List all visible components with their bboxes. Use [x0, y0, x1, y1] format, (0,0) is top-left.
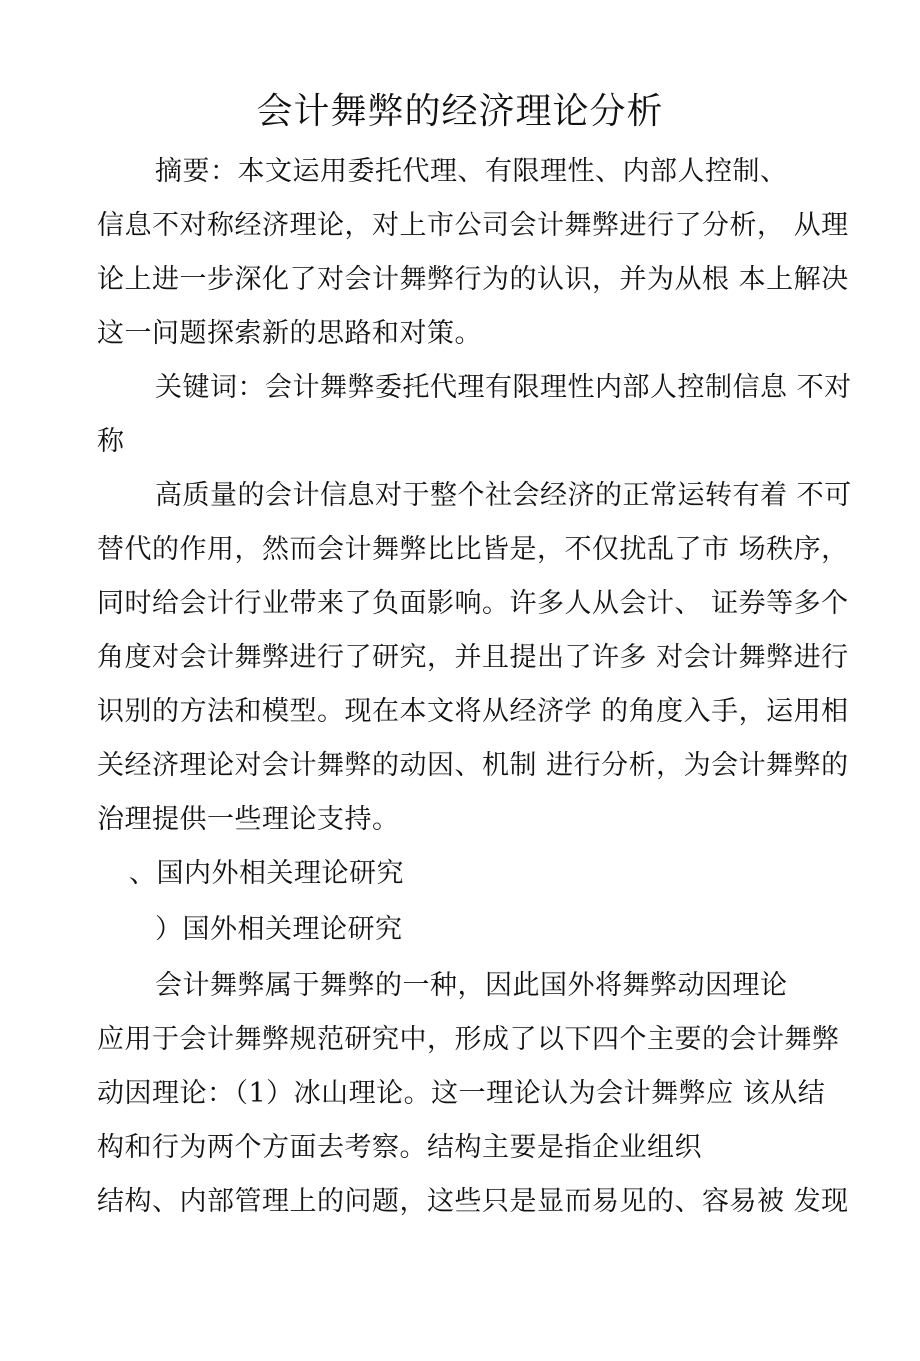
- body-paragraph-2-line-3: 动因理论：（1）冰山理论。这一理论认为会计舞弊应 该从结: [97, 1078, 826, 1109]
- body-paragraph-1-line-5: 识别的方法和模型。现在本文将从经济学 的角度入手，运用相: [97, 696, 849, 727]
- keywords-line-1: 关键词：会计舞弊委托代理有限理性内部人控制信息 不对: [155, 372, 852, 403]
- body-paragraph-2-line-5: 结构、内部管理上的问题，这些只是显而易见的、容易被 发现: [97, 1186, 849, 1217]
- abstract-line-3: 论上进一步深化了对会计舞弊行为的认识，并为从根 本上解决: [97, 264, 849, 295]
- body-paragraph-2-line-1: 会计舞弊属于舞弊的一种，因此国外将舞弊动因理论: [155, 970, 788, 1001]
- body-paragraph-1-line-3: 同时给会计行业带来了负面影响。许多人从会计、 证券等多个: [97, 588, 849, 619]
- body-paragraph-1-line-7: 治理提供一些理论支持。: [97, 804, 400, 835]
- subsection-heading: ）国外相关理论研究: [155, 914, 403, 945]
- body-paragraph-1-line-4: 角度对会计舞弊进行了研究，并且提出了许多 对会计舞弊进行: [97, 642, 849, 673]
- body-paragraph-1-line-6: 关经济理论对会计舞弊的动因、机制 进行分析，为会计舞弊的: [97, 750, 849, 781]
- abstract-line-4: 这一问题探索新的思路和对策。: [97, 318, 482, 349]
- body-paragraph-2-line-2: 应用于会计舞弊规范研究中，形成了以下四个主要的会计舞弊: [97, 1024, 840, 1055]
- body-paragraph-2-line-4: 构和行为两个方面去考察。结构主要是指企业组织: [97, 1132, 702, 1163]
- body-paragraph-1-line-2: 替代的作用，然而会计舞弊比比皆是，不仅扰乱了市 场秩序，: [97, 534, 849, 565]
- keywords-line-2: 称: [97, 426, 125, 457]
- abstract-line-2: 信息不对称经济理论，对上市公司会计舞弊进行了分析， 从理: [97, 210, 849, 241]
- body-paragraph-1-line-1: 高质量的会计信息对于整个社会经济的正常运转有着 不可: [155, 480, 852, 511]
- document-title: 会计舞弊的经济理论分析: [256, 91, 664, 132]
- abstract-line-1: 摘要：本文运用委托代理、有限理性、内部人控制、: [155, 156, 788, 187]
- section-heading: 、国内外相关理论研究: [129, 858, 404, 889]
